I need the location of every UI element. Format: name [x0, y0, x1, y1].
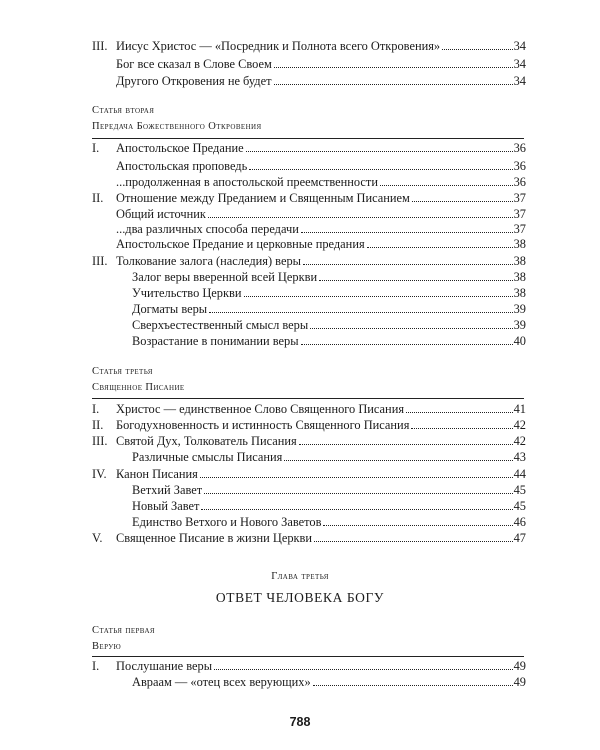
toc-entry: [116, 159, 526, 174]
leader-dots: [310, 328, 512, 329]
toc-entry-title: Другого Откровения не будет: [116, 74, 272, 88]
toc-entry-number: III.: [92, 254, 108, 268]
toc-entry: [116, 222, 526, 237]
toc-entry: [132, 483, 526, 498]
toc-entry-page: 36: [513, 175, 526, 189]
toc-entry-title: Сверхъестественный смысл веры: [132, 318, 309, 332]
toc-entry: [116, 207, 526, 222]
toc-entry-page: 45: [513, 499, 526, 513]
toc-entry-title: Общий источник: [116, 207, 206, 221]
toc-entry-title: Христос — единственное Слово Священного Писания: [116, 402, 405, 416]
toc-entry-page: 49: [513, 659, 526, 673]
leader-dots: [380, 185, 513, 186]
leader-dots: [214, 669, 513, 670]
leader-dots: [406, 412, 513, 413]
toc-entry: [92, 467, 526, 482]
toc-entry-page: 41: [513, 402, 526, 416]
toc-entry: [92, 402, 526, 417]
leader-dots: [442, 49, 513, 50]
toc-entry-page: 39: [513, 318, 526, 332]
toc-entry-number: III.: [92, 434, 108, 448]
leader-dots: [313, 685, 513, 686]
toc-entry: [92, 434, 526, 449]
toc-entry: [116, 74, 526, 89]
toc-entry-title: Апостольская проповедь: [116, 159, 248, 173]
toc-entry: [92, 418, 526, 433]
toc-entry-title: Залог веры вверенной всей Церкви: [132, 270, 318, 284]
leader-dots: [274, 84, 513, 85]
toc-entry: [132, 286, 526, 301]
toc-entry-page: 42: [513, 418, 526, 432]
toc-entry-number: II.: [92, 418, 104, 432]
toc-entry-title: Различные смыслы Писания: [132, 450, 283, 464]
leader-dots: [284, 460, 512, 461]
toc-entry-title: Послушание веры: [116, 659, 213, 673]
toc-entry-title: Возрастание в понимании веры: [132, 334, 299, 348]
toc-entry-page: 37: [513, 207, 526, 221]
leader-dots: [314, 541, 513, 542]
toc-entry-number: II.: [92, 191, 104, 205]
toc-entry: [92, 659, 526, 674]
leader-dots: [367, 247, 513, 248]
toc-entry-page: 34: [513, 74, 526, 88]
leader-dots: [323, 525, 512, 526]
toc-entry-page: 42: [513, 434, 526, 448]
toc-entry-page: 44: [513, 467, 526, 481]
leader-dots: [412, 201, 513, 202]
chapter-title: ОТВЕТ ЧЕЛОВЕКА БОГУ: [215, 590, 385, 605]
toc-entry: [92, 531, 526, 546]
toc-entry-title: Бог все сказал в Слове Своем: [116, 57, 272, 71]
article-title: Верую: [92, 641, 122, 652]
toc-entry-page: 40: [513, 334, 526, 348]
toc-entry-page: 43: [513, 450, 526, 464]
leader-dots: [201, 509, 512, 510]
toc-entry-title: Учительство Церкви: [132, 286, 242, 300]
leader-dots: [319, 280, 513, 281]
leader-dots: [249, 169, 512, 170]
toc-entry-title: Догматы веры: [132, 302, 208, 316]
toc-entry-title: ...два различных способа передачи: [116, 222, 299, 236]
toc-entry: [132, 515, 526, 530]
toc-entry-page: 38: [513, 270, 526, 284]
toc-entry-number: IV.: [92, 467, 107, 481]
toc-entry-number: I.: [92, 141, 100, 155]
toc-entry-title: Ветхий Завет: [132, 483, 203, 497]
section-divider: [92, 138, 524, 139]
toc-entry-title: Апостольское Предание и церковные предания: [116, 237, 365, 251]
toc-entry-title: Богодухновенность и истинность Священного Писания: [116, 418, 410, 432]
toc-entry: [132, 450, 526, 465]
toc-entry-page: 47: [513, 531, 526, 545]
toc-entry-page: 37: [513, 222, 526, 236]
leader-dots: [200, 477, 513, 478]
toc-entry: [132, 270, 526, 285]
toc-entry-page: 39: [513, 302, 526, 316]
toc-entry-title: Канон Писания: [116, 467, 198, 481]
toc-entry-title: Священное Писание в жизни Церкви: [116, 531, 313, 545]
toc-entry: [132, 302, 526, 317]
toc-entry-page: 34: [513, 39, 526, 53]
toc-entry-title: Апостольское Предание: [116, 141, 244, 155]
toc-entry: [116, 175, 526, 190]
toc-entry-page: 36: [513, 141, 526, 155]
toc-entry: [92, 141, 526, 156]
leader-dots: [274, 67, 513, 68]
toc-entry: [132, 334, 526, 349]
toc-entry-title: Отношение между Преданием и Священным Писанием: [116, 191, 410, 205]
article-title: Священное Писание: [92, 382, 185, 393]
article-label: Статья вторая: [92, 105, 155, 116]
chapter-label: Глава третья: [271, 571, 329, 582]
toc-entry-page: 49: [513, 675, 526, 689]
page-number: 788: [289, 715, 311, 729]
toc-entry-number: V.: [92, 531, 103, 545]
toc-entry: [132, 675, 526, 690]
article-label: Статья третья: [92, 366, 153, 377]
leader-dots: [209, 312, 512, 313]
toc-entry-page: 46: [513, 515, 526, 529]
leader-dots: [299, 444, 513, 445]
article-title: Передача Божественного Откровения: [92, 121, 262, 132]
leader-dots: [246, 151, 513, 152]
toc-entry-number: I.: [92, 402, 100, 416]
article-label: Статья первая: [92, 625, 155, 636]
leader-dots: [301, 344, 513, 345]
toc-entry-title: Новый Завет: [132, 499, 200, 513]
toc-entry-title: Святой Дух, Толкователь Писания: [116, 434, 297, 448]
toc-entry: [116, 237, 526, 252]
toc-entry: [132, 318, 526, 333]
toc-entry-page: 38: [513, 254, 526, 268]
toc-entry-title: ...продолженная в апостольской преемственности: [116, 175, 378, 189]
toc-entry-page: 38: [513, 286, 526, 300]
section-divider: [92, 656, 524, 657]
leader-dots: [301, 232, 513, 233]
toc-entry-page: 38: [513, 237, 526, 251]
toc-entry-number: III.: [92, 39, 108, 53]
toc-entry: [116, 57, 526, 72]
leader-dots: [244, 296, 513, 297]
leader-dots: [303, 264, 513, 265]
leader-dots: [411, 428, 512, 429]
toc-entry-page: 36: [513, 159, 526, 173]
toc-entry-title: Иисус Христос — «Посредник и Полнота всего Откровения»: [116, 39, 441, 53]
toc-entry-title: Толкование залога (наследия) веры: [116, 254, 301, 268]
toc-entry-page: 37: [513, 191, 526, 205]
toc-entry: [92, 191, 526, 206]
toc-entry-page: 45: [513, 483, 526, 497]
toc-entry-title: Единство Ветхого и Нового Заветов: [132, 515, 322, 529]
leader-dots: [204, 493, 512, 494]
section-divider: [92, 398, 524, 399]
leader-dots: [208, 217, 513, 218]
toc-entry: [92, 39, 526, 54]
toc-entry: [92, 254, 526, 269]
toc-entry-page: 34: [513, 57, 526, 71]
toc-entry-title: Авраам — «отец всех верующих»: [132, 675, 311, 689]
toc-entry-number: I.: [92, 659, 100, 673]
toc-entry: [132, 499, 526, 514]
